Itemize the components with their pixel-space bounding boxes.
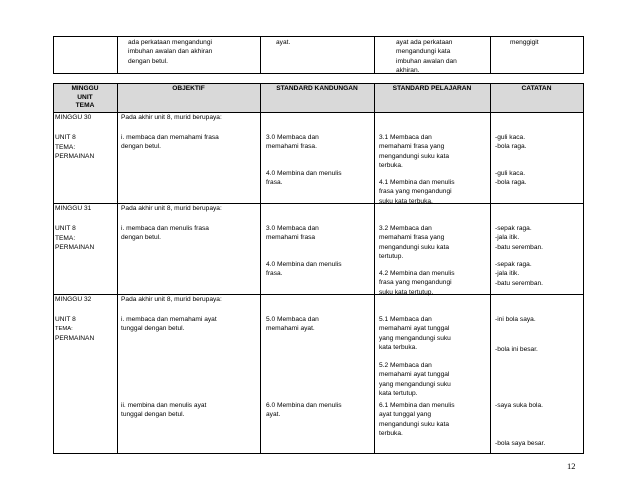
row-standard-pelajaran: 3.2 Membaca dan [379,225,432,232]
top-table-column-line [583,36,584,73]
header-minggu-unit-tema: UNIT [77,93,93,101]
top-table-column-line [260,36,261,73]
row-catatan: -batu seremban. [495,279,544,287]
row-standard-kandungan: 5.0 Membaca dan [266,316,319,323]
top-table-border-bottom [53,73,584,74]
row-catatan: -guli kaca. [495,134,526,141]
row-standard-pelajaran: memahami ayat tunggal [379,371,450,379]
top-cell-text: dengan betul. [128,57,168,65]
row-tema: PERMAINAN [55,335,95,342]
row-standard-kandungan: 3.0 Membaca dan [266,134,319,141]
table-column-line [260,83,261,453]
row-standard-pelajaran: frasa yang mengandungi [379,188,452,196]
row-standard-pelajaran: 6.1 Membina dan menulis [379,402,455,409]
row-standard-kandungan: memahami frasa [266,234,316,242]
top-table-column-line [117,36,118,73]
row-standard-kandungan: 4.0 Membina dan menulis [266,261,342,268]
top-cell-text: ayat ada perkataan [396,39,453,46]
top-table-border-top [53,36,584,37]
row-catatan: -bola raga. [495,143,527,151]
row-standard-pelajaran: kata terbuka. [379,344,418,352]
row-objektif: tunggal dengan betul. [121,411,185,419]
row-standard-kandungan: memahami ayat. [266,325,315,333]
row-standard-kandungan: 4.0 Membina dan menulis [266,170,342,177]
top-cell-text: akhiran. [396,67,420,75]
row-standard-pelajaran: terbuka. [379,430,403,438]
row-objektif: dengan betul. [121,234,161,242]
row-standard-pelajaran: memahami frasa yang [379,234,445,242]
row-objektif: tunggal dengan betul. [121,325,185,333]
table-row-line [53,83,584,84]
top-cell-text: imbuhan awalan dan akhiran [128,48,213,56]
row-standard-kandungan: frasa. [266,270,283,278]
row-standard-pelajaran: frasa yang mengandungi [379,279,452,287]
header-standard-pelajaran: STANDARD PELAJARAN [392,85,472,92]
table-column-line [53,83,54,453]
top-table-column-line [490,36,491,73]
top-cell-text: ayat. [276,39,291,46]
row-standard-kandungan: ayat. [266,411,281,419]
row-tema-label: TEMA: [55,144,76,151]
row-unit: UNIT 8 [55,134,76,141]
row-standard-pelajaran: memahami ayat tunggal [379,325,450,333]
row-catatan: -sepak raga. [495,225,532,232]
row-standard-kandungan: 6.0 Membina dan menulis [266,402,342,409]
row-tema-label: TEMA: [55,235,76,242]
row-objektif: i. membaca dan memahami ayat [121,316,217,323]
table-column-line [583,83,584,453]
header-minggu-unit-tema: TEMA [75,102,95,109]
header-standard-kandungan: STANDARD KANDUNGAN [276,85,358,92]
row-standard-pelajaran: 3.1 Membaca dan [379,134,432,141]
row-tema: PERMAINAN [55,153,95,160]
row-intro: Pada akhir unit 8, murid berupaya: [121,296,222,303]
top-cell-text: imbuhan awalan dan [396,57,457,65]
row-standard-pelajaran: memahami frasa yang [379,143,445,151]
top-cell-text: mengandungi kata [396,48,451,56]
row-minggu: MINGGU 31 [55,205,92,212]
header-objektif: OBJEKTIF [172,85,205,92]
row-standard-kandungan: memahami frasa. [266,143,317,151]
row-catatan: -saya suka bola. [495,402,544,409]
top-cell-text: ada perkataan mengandungi [128,39,212,46]
row-standard-pelajaran: mengandungi suku kata [379,420,450,428]
row-standard-pelajaran: suku kata tertutup. [379,288,434,296]
row-unit: UNIT 8 [55,316,76,323]
row-catatan: -ini bola saya. [495,316,536,323]
row-catatan: -bola ini besar. [495,346,538,353]
row-catatan: -jala itik. [495,234,520,242]
row-standard-kandungan: 3.0 Membaca dan [266,225,319,232]
row-standard-kandungan: frasa. [266,179,283,187]
row-standard-pelajaran: yang mengandungi suku [379,380,451,388]
row-catatan: -bola saya besar. [495,440,546,447]
row-catatan: -jala itik. [495,270,520,278]
header-minggu-unit-tema: MINGGU [71,85,99,92]
row-objektif: dengan betul. [121,143,161,151]
row-catatan: -batu seremban. [495,243,544,251]
top-table-column-line [374,36,375,73]
row-standard-pelajaran: 4.2 Membina dan menulis [379,270,455,277]
row-catatan: -bola raga. [495,179,527,187]
row-standard-pelajaran: 5.2 Membaca dan [379,362,432,369]
row-standard-pelajaran: tertutup. [379,253,404,261]
row-standard-pelajaran: mengandungi suku kata [379,243,450,251]
row-intro: Pada akhir unit 8, murid berupaya: [121,205,222,212]
row-tema-label: TEMA: [55,326,73,332]
header-catatan: CATATAN [521,85,552,92]
row-standard-pelajaran: yang mengandungi suku [379,334,451,342]
row-objektif: ii. membina dan menulis ayat [121,402,207,409]
row-tema: PERMAINAN [55,244,95,251]
row-standard-pelajaran: kata tertutup. [379,390,418,398]
table-row-line [53,453,584,454]
row-minggu: MINGGU 32 [55,296,92,303]
row-catatan: -guli kaca. [495,170,526,177]
table-column-line [117,83,118,453]
row-intro: Pada akhir unit 8, murid berupaya: [121,114,222,121]
top-cell-text: menggigit [510,39,539,46]
row-standard-pelajaran: 5.1 Membaca dan [379,316,432,323]
row-standard-pelajaran: 4.1 Membina dan menulis [379,179,455,186]
row-standard-pelajaran: mengandungi suku kata [379,152,450,160]
row-objektif: i. membaca dan menulis frasa [121,225,209,232]
row-objektif: i. membaca dan memahami frasa [121,134,219,141]
row-standard-pelajaran: terbuka. [379,162,403,170]
row-unit: UNIT 8 [55,225,76,232]
row-minggu: MINGGU 30 [55,114,92,121]
row-standard-pelajaran: ayat tunggal yang [379,411,432,419]
table-column-line [490,83,491,453]
row-standard-pelajaran: suku kata terbuka. [379,197,433,205]
row-catatan: -sepak raga. [495,261,532,268]
top-table-column-line [53,36,54,73]
table-column-line [374,83,375,453]
page-number: 12 [567,461,576,471]
